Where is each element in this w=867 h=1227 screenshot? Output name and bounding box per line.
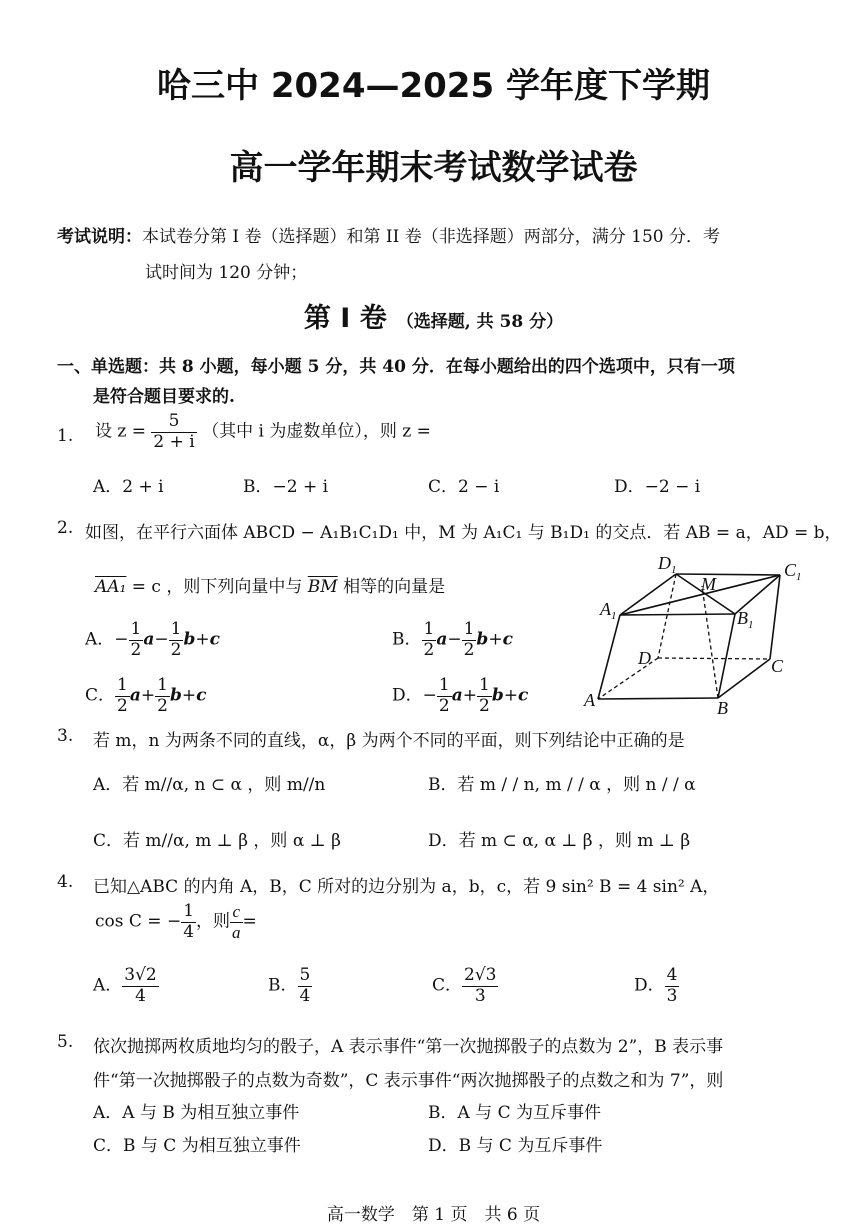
segment-bm-hidden <box>702 586 718 698</box>
q2-line2-eq: = c ，则下列向量中与 <box>126 577 308 597</box>
q2-option-b-label: B． <box>392 629 422 650</box>
exam-title-line1: 哈三中 2024—2025 学年度下学期 <box>157 66 710 106</box>
label-c: C <box>771 656 784 676</box>
edge-c1c <box>770 575 780 659</box>
q2-number: 2. <box>57 518 74 538</box>
instructions-line1: 本试卷分第 I 卷（选择题）和第 II 卷（非选择题）两部分，满分 150 分．考 <box>142 227 721 247</box>
q4-option-c[interactable]: C． $\frac{2√3}{3}$ <box>432 965 497 1006</box>
label-d1: $D_1$ <box>658 553 677 576</box>
label-a: A <box>584 690 595 710</box>
q4-option-d[interactable]: D． $\frac{4}{3}$ <box>634 965 678 1006</box>
q4-number: 4. <box>57 872 74 892</box>
label-m: M <box>701 574 716 594</box>
q2-option-b[interactable]: B． $\frac{1}{2}$ a− $\frac{1}{2}$ b+c <box>392 619 513 660</box>
q3-number: 3. <box>57 726 74 746</box>
edge-d1c1 <box>676 574 780 575</box>
edge-ab <box>598 698 718 699</box>
page-footer: 高一数学 第 1 页 共 6 页 <box>326 1205 541 1225</box>
q1-stem <box>95 412 431 452</box>
q1-option-a[interactable]: A．2 + i <box>93 477 164 497</box>
q5-option-b[interactable]: B．A 与 C 为互斥事件 <box>428 1103 601 1123</box>
q4-ask: ，则 <box>196 911 231 932</box>
section-title-sub: （选择题, 共 58 分） <box>396 312 564 332</box>
q2-vector-aa1: AA₁ <box>95 577 127 597</box>
q3-option-a[interactable]: A．若 m//α, n ⊂ α ，则 m//n <box>93 775 326 795</box>
q4-line1: 已知△ABC 的内角 A，B，C 所对的边分别为 a，b，c，若 9 sin² B = 4 sin² A， <box>93 877 720 897</box>
label-b1: $B_1$ <box>737 608 754 631</box>
q4-cos-frac: $\frac{1}{4}$ <box>183 901 195 942</box>
q3-option-b[interactable]: B．若 m / / n, m / / α ，则 n / / α <box>428 775 696 795</box>
q4-option-a[interactable]: A． $\frac{3√2}{4}$ <box>93 965 157 1006</box>
q2-line2-post: 相等的向量是 <box>337 577 446 597</box>
q5-option-a[interactable]: A．A 与 B 为相互独立事件 <box>93 1103 300 1123</box>
edge-a1b1 <box>620 614 735 615</box>
q4-ask-post: = <box>242 911 257 932</box>
q3-option-c[interactable]: C．若 m//α, m ⊥ β ，则 α ⊥ β <box>93 831 341 851</box>
edge-d1a1 <box>620 574 676 615</box>
q1-stem-pre: 设 z = <box>95 421 147 442</box>
q5-line1: 依次抛掷两枚质地均匀的骰子，A 表示事件“第一次抛掷骰子的点数为 2”，B 表示事 <box>93 1037 724 1057</box>
instructions <box>57 222 720 247</box>
label-a1: $A_1$ <box>600 599 617 622</box>
q5-option-c[interactable]: C．B 与 C 为相互独立事件 <box>93 1136 301 1156</box>
q1-frac-den: 2 + i <box>153 431 195 452</box>
q1-stem-post: （其中 i 为虚数单位），则 z = <box>202 421 431 442</box>
q5-number: 5. <box>57 1032 74 1052</box>
part1-header-line1: 一、单选题：共 8 小题，每小题 5 分，共 40 分．在每小题给出的四个选项中，只有一项 <box>57 357 735 377</box>
q5-option-d[interactable]: D．B 与 C 为互斥事件 <box>428 1136 603 1156</box>
part1-header-line2: 是符合题目要求的. <box>93 387 235 407</box>
q2-option-a[interactable]: A．− $\frac{1}{2}$ a− $\frac{1}{2}$ b+c <box>85 619 220 660</box>
q5-line2: 件“第一次抛掷骰子的点数为奇数”，C 表示事件“两次抛掷骰子的点数之和为 7”，则 <box>93 1071 724 1091</box>
section-title-main: 第 I 卷 <box>303 303 387 334</box>
q2-option-c[interactable]: C． $\frac{1}{2}$ a+ $\frac{1}{2}$ b+c <box>85 675 207 716</box>
label-c1: $C_1$ <box>784 560 802 583</box>
q2-line1: 如图，在平行六面体 ABCD − A₁B₁C₁D₁ 中，M 为 A₁C₁ 与 B₁D₁ 的交点．若 AB = a，AD = b， <box>85 523 842 543</box>
q2-line2 <box>95 572 445 597</box>
q1-option-b[interactable]: B．−2 + i <box>243 477 329 497</box>
q4-line2 <box>95 902 257 942</box>
instructions-line2: 试时间为 120 分钟； <box>145 263 308 283</box>
q1-frac-num: 5 <box>151 412 196 433</box>
instructions-label: 考试说明： <box>57 227 142 247</box>
q3-stem: 若 m，n 为两条不同的直线，α，β 为两个不同的平面，则下列结论中正确的是 <box>93 731 685 751</box>
edge-dc-hidden <box>658 658 770 659</box>
edge-d1d-hidden <box>658 574 676 658</box>
q2-option-a-label: A． <box>85 629 115 650</box>
label-d: D <box>638 648 651 668</box>
q4-cos-pre: cos C = − <box>95 911 182 932</box>
q2-option-d[interactable]: D．− $\frac{1}{2}$ a+ $\frac{1}{2}$ b+c <box>392 675 529 716</box>
q4-option-b[interactable]: B． $\frac{5}{4}$ <box>268 965 311 1006</box>
q3-option-d[interactable]: D．若 m ⊂ α, α ⊥ β ，则 m ⊥ β <box>428 831 691 851</box>
q2-option-c-label: C． <box>85 685 116 706</box>
q1-fraction <box>151 412 196 452</box>
q1-option-d[interactable]: D．−2 − i <box>614 477 701 497</box>
section-title <box>0 296 867 335</box>
q1-number: 1. <box>57 426 74 446</box>
q4-ratio-frac: $\frac{c}{a}$ <box>232 902 241 942</box>
label-b: B <box>717 698 728 717</box>
edge-b1b <box>718 614 735 698</box>
q1-option-c[interactable]: C．2 − i <box>428 477 500 497</box>
parallelepiped-figure <box>580 552 820 717</box>
q2-vector-bm: $\overline{BM}$ <box>307 577 338 597</box>
q2-option-d-label: D． <box>392 685 423 706</box>
segment-a1b <box>620 615 718 698</box>
exam-title-line2: 高一学年期末考试数学试卷 <box>229 148 638 188</box>
edge-bc <box>718 659 770 698</box>
